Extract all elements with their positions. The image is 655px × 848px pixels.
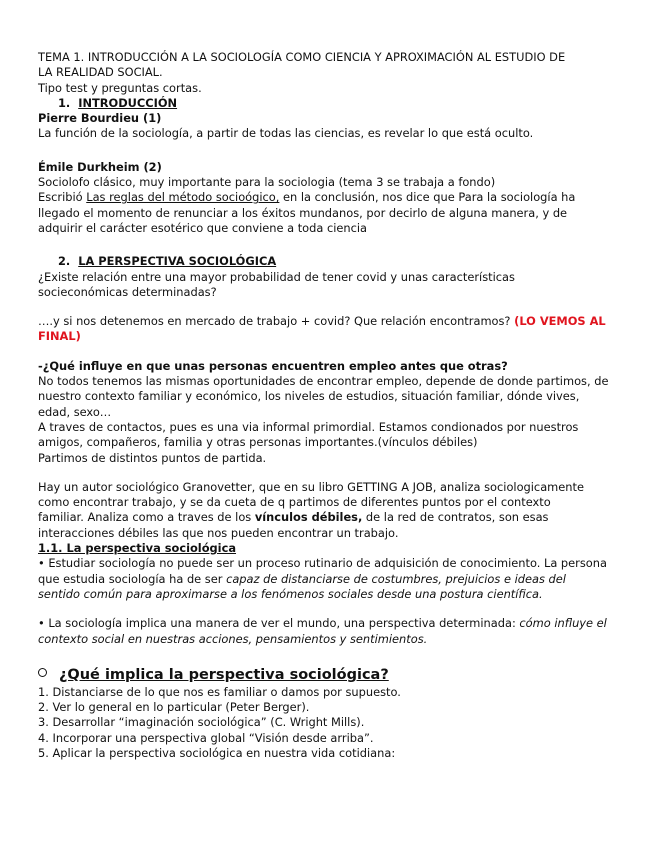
- granovetter-line3-pre: familiar. Analiza como a traves de los: [38, 510, 255, 525]
- q1-line1: ¿Existe relación entre una mayor probabilidad de tener covid y unas características: [38, 269, 515, 284]
- bullet1-line2-ital: capaz de distanciarse de costumbres, prejuicios e ideas del: [226, 571, 566, 586]
- bullet2-line2: contexto social en nuestras acciones, pensamientos y sentimientos.: [38, 631, 428, 646]
- book-title-link: Las reglas del método socioógico,: [86, 190, 280, 205]
- durkheim-line2-post: en la conclusión, nos dice que Para la sociología ha: [279, 190, 576, 205]
- durkheim-line3: llegado el momento de renunciar a los éxitos mundanos, por decirlo de alguna manera, y de: [38, 205, 568, 220]
- durkheim-line2: [38, 190, 618, 205]
- section2-heading: [38, 254, 618, 269]
- implica-item-2: 2. Ver lo general en lo particular (Peter Berger).: [38, 700, 310, 715]
- q2-red-note-line2: FINAL): [38, 329, 81, 344]
- granovetter-line1: Hay un autor sociológico Granovetter, que en su libro GETTING A JOB, analiza sociologicamente: [38, 479, 584, 494]
- section1-number: 1.: [58, 95, 71, 110]
- q3-line3: edad, sexo…: [38, 404, 112, 419]
- bourdieu-text: La función de la sociología, a partir de todas las ciencias, es revelar lo que está oculto.: [38, 126, 534, 141]
- q1-line2: socieconómicas determinadas?: [38, 284, 217, 299]
- section1-heading: [38, 96, 618, 111]
- bullet1-line2-pre: que estudia sociología ha de ser: [38, 571, 227, 586]
- bullet1-line2: [38, 572, 618, 587]
- tema-title-line2: LA REALIDAD SOCIAL.: [38, 65, 163, 80]
- granovetter-line4: interacciones débiles las que nos pueden encontrar un trabajo.: [38, 525, 399, 540]
- implica-item-4: 4. Incorporar una perspectiva global “Visión desde arriba”.: [38, 730, 374, 745]
- section2-title: LA PERSPECTIVA SOCIOLÓGICA: [78, 254, 277, 269]
- circle-bullet-icon: [38, 668, 47, 677]
- q3-line1: No todos tenemos las mismas oportunidades de encontrar empleo, depende de donde partimos, de: [38, 374, 609, 389]
- section11-heading: 1.1. La perspectiva sociológica: [38, 541, 237, 556]
- tema-subtitle: Tipo test y preguntas cortas.: [38, 80, 202, 95]
- implica-heading: [38, 665, 618, 685]
- bullet2-line1-pre: • La sociología implica una manera de ver el mundo, una perspectiva determinada:: [38, 616, 520, 631]
- granovetter-line2: como encontrar trabajo, y se da cueta de q partimos de diferentes puntos por el contexto: [38, 495, 551, 510]
- granovetter-line3: [38, 510, 618, 525]
- bullet1-line1: • Estudiar sociología no puede ser un proceso rutinario de adquisición de conocimiento. La persona: [38, 556, 607, 571]
- tema-title-line1: TEMA 1. INTRODUCCIÓN A LA SOCIOLOGÍA COMO CIENCIA Y APROXIMACIÓN AL ESTUDIO DE: [38, 50, 566, 64]
- document-page: [38, 50, 618, 761]
- q3-line6: Partimos de distintos puntos de partida.: [38, 450, 267, 465]
- q3-line5: amigos, compañeros, familia y otras personas importantes.(vínculos débiles): [38, 435, 478, 450]
- durkheim-line1: Sociolofo clásico, muy importante para la sociologia (tema 3 se trabaja a fondo): [38, 175, 496, 190]
- q3-line2: nuestro contexto familiar y económico, los niveles de estudios, situación familiar, dónde vives,: [38, 389, 580, 404]
- implica-item-1: 1. Distanciarse de lo que nos es familiar o damos por supuesto.: [38, 684, 401, 699]
- durkheim-line4: adquirir el carácter esotérico que conviene a toda ciencia: [38, 220, 368, 235]
- durkheim-line2-pre: Escribió: [38, 190, 87, 205]
- implica-item-5: 5. Aplicar la perspectiva sociológica en nuestra vida cotidiana:: [38, 745, 396, 760]
- section2-number: 2.: [58, 254, 71, 269]
- granovetter-line3-post: de la red de contratos, son esas: [362, 510, 549, 525]
- q3-heading: -¿Qué influye en que unas personas encuentren empleo antes que otras?: [38, 358, 508, 373]
- implica-item-3: 3. Desarrollar “imaginación sociológica” (C. Wright Mills).: [38, 715, 365, 730]
- durkheim-heading: Émile Durkheim (2): [38, 159, 162, 174]
- bourdieu-heading: Pierre Bourdieu (1): [38, 111, 162, 126]
- vinculos-debiles-bold: vínculos débiles,: [254, 510, 363, 525]
- q2-text: ….y si nos detenemos en mercado de trabajo + covid? Que relación encontramos?: [38, 314, 515, 329]
- q2-line1: [38, 314, 618, 329]
- q3-line4: A traves de contactos, pues es una via informal primordial. Estamos condionados por nuestros: [38, 419, 579, 434]
- bullet2-line1-ital: cómo influye el: [519, 616, 607, 631]
- bullet2-line1: [38, 616, 618, 631]
- q2-red-note: (LO VEMOS AL: [514, 314, 606, 329]
- implica-title: ¿Qué implica la perspectiva sociológica?: [59, 666, 389, 683]
- section1-title: INTRODUCCIÓN: [78, 95, 178, 110]
- bullet1-line3: sentido común para aproximarse a los fenómenos sociales desde una postura científica.: [38, 586, 543, 601]
